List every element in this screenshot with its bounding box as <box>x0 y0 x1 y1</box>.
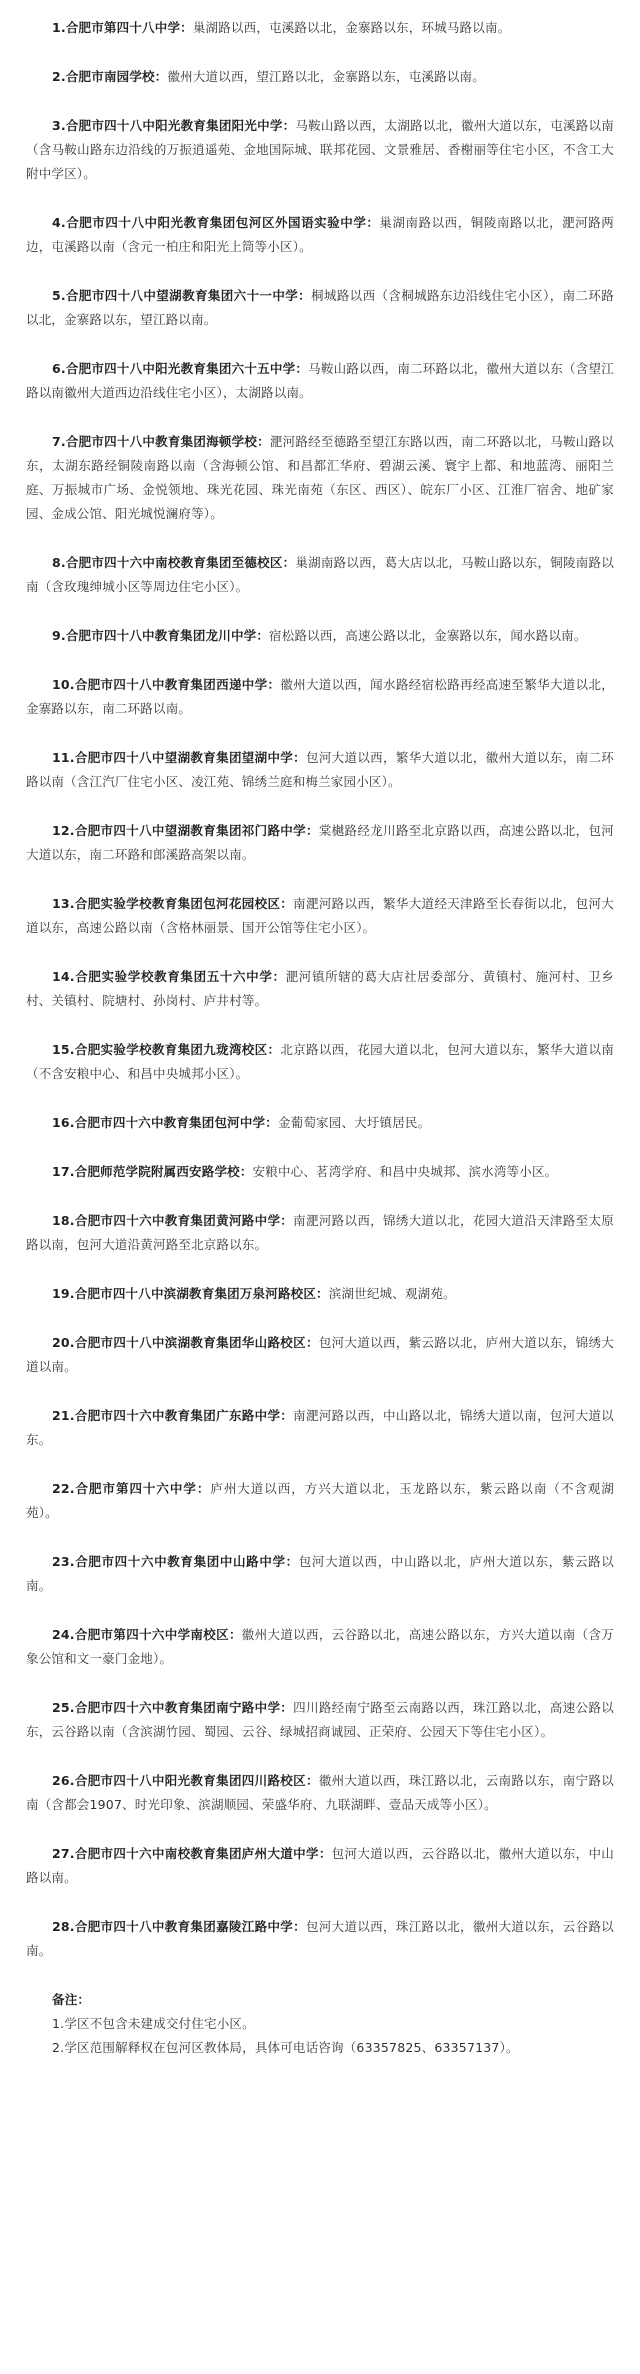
school-name: 23.合肥市四十六中教育集团中山路中学： <box>52 1554 299 1569</box>
notes-title: 备注： <box>52 1992 91 2007</box>
district-entry <box>26 746 614 794</box>
district-boundary: 宿松路以西，高速公路以北，金寨路以东，闻水路以南。 <box>269 628 587 643</box>
district-entry <box>26 1160 614 1184</box>
school-name: 18.合肥市四十六中教育集团黄河路中学： <box>52 1213 294 1228</box>
district-boundary: 南淝河路以西，锦绣大道以北，花园大道沿天津路至太原路以南，包河大道沿黄河路至北京路以东。 <box>26 1213 614 1252</box>
district-entry <box>26 1477 614 1525</box>
district-boundary: 包河大道以西，繁华大道以北，徽州大道以东，南二环路以南（含江汽厂住宅小区、凌江苑、锦绣兰庭和梅兰家园小区）。 <box>26 750 614 789</box>
school-name: 11.合肥市四十八中望湖教育集团望湖中学： <box>52 750 306 765</box>
district-entry <box>26 430 614 526</box>
school-name: 21.合肥市四十六中教育集团广东路中学： <box>52 1408 294 1423</box>
school-name: 19.合肥市四十八中滨湖教育集团万泉河路校区： <box>52 1286 329 1301</box>
district-boundary: 淝河路经至德路至望江东路以西，南二环路以北，马鞍山路以东，太湖东路经铜陵南路以南（含海顿公馆、和昌都汇华府、碧湖云溪、寰宇上都、和地蓝湾、丽阳兰庭、万振城市广场、金悦领地、珠光花园、珠光南苑（东区、西区）、皖东厂小区、江淮厂宿舍、地矿家园、金成公馆、阳光城悦澜府等）。 <box>26 434 614 521</box>
school-name: 16.合肥市四十六中教育集团包河中学： <box>52 1115 278 1130</box>
district-boundary: 徽州大道以西，云谷路以北，高速公路以东，方兴大道以南（含万象公馆和文一豪门金地）。 <box>26 1627 614 1666</box>
district-entry <box>26 892 614 940</box>
district-entry <box>26 1331 614 1379</box>
district-entry <box>26 1038 614 1086</box>
district-boundary: 安粮中心、茗湾学府、和昌中央城邦、滨水湾等小区。 <box>252 1164 558 1179</box>
school-name: 9.合肥市四十八中教育集团龙川中学： <box>52 628 270 643</box>
school-name: 6.合肥市四十八中阳光教育集团六十五中学： <box>52 361 309 376</box>
school-name: 27.合肥市四十六中南校教育集团庐州大道中学： <box>52 1846 332 1861</box>
school-name: 1.合肥市第四十八中学： <box>52 20 193 35</box>
district-boundary: 棠樾路经龙川路至北京路以西，高速公路以北，包河大道以东，南二环路和郎溪路高架以南。 <box>26 823 614 862</box>
school-name: 2.合肥市南园学校： <box>52 69 168 84</box>
school-name: 26.合肥市四十八中阳光教育集团四川路校区： <box>52 1773 319 1788</box>
district-entry <box>26 114 614 186</box>
district-boundary: 包河大道以西，云谷路以北，徽州大道以东，中山路以南。 <box>26 1846 614 1885</box>
note-item: 1.学区不包含未建成交付住宅小区。 <box>52 2016 255 2031</box>
school-name: 20.合肥市四十八中滨湖教育集团华山路校区： <box>52 1335 319 1350</box>
district-boundary: 滨湖世纪城、观湖苑。 <box>328 1286 456 1301</box>
district-entry <box>26 1915 614 1963</box>
school-name: 5.合肥市四十八中望湖教育集团六十一中学： <box>52 288 311 303</box>
district-boundary: 庐州大道以西，方兴大道以北，玉龙路以东，紫云路以南（不含观湖苑）。 <box>26 1481 614 1520</box>
district-boundary: 马鞍山路以西，南二环路以北，徽州大道以东（含望江路以南徽州大道西边沿线住宅小区），太湖路以南。 <box>26 361 614 400</box>
district-entry <box>26 624 614 648</box>
district-entry <box>26 1209 614 1257</box>
district-entry <box>26 551 614 599</box>
school-name: 4.合肥市四十八中阳光教育集团包河区外国语实验中学： <box>52 215 380 230</box>
district-entry <box>26 1842 614 1890</box>
district-entry <box>26 1623 614 1671</box>
district-entry <box>26 673 614 721</box>
district-entry <box>26 1550 614 1598</box>
district-entry <box>26 965 614 1013</box>
district-boundary: 北京路以西，花园大道以北，包河大道以东，繁华大道以南（不含安粮中心、和昌中央城邦小区）。 <box>26 1042 614 1081</box>
school-name: 3.合肥市四十八中阳光教育集团阳光中学： <box>52 118 296 133</box>
district-boundary: 巢湖南路以西，葛大店以北，马鞍山路以东，铜陵南路以南（含玫瑰绅城小区等周边住宅小区）。 <box>26 555 614 594</box>
district-boundary: 淝河镇所辖的葛大店社居委部分、黄镇村、施河村、卫乡村、关镇村、院塘村、孙岗村、庐井村等。 <box>26 969 614 1008</box>
school-name: 10.合肥市四十八中教育集团西递中学： <box>52 677 281 692</box>
school-name: 15.合肥实验学校教育集团九珑湾校区： <box>52 1042 281 1057</box>
district-boundary: 南淝河路以西，繁华大道经天津路至长春街以北，包河大道以东，高速公路以南（含格林丽景、国开公馆等住宅小区）。 <box>26 896 614 935</box>
district-entry <box>26 1696 614 1744</box>
district-boundary: 徽州大道以西，珠江路以北，云南路以东，南宁路以南（含都会1907、时光印象、滨湖顺园、荣盛华府、九联湖畔、壹品天成等小区）。 <box>26 1773 614 1812</box>
district-boundary: 徽州大道以西，闻水路经宿松路再经高速至繁华大道以北，金寨路以东，南二环路以南。 <box>26 677 614 716</box>
school-district-list <box>26 16 614 1963</box>
school-name: 28.合肥市四十八中教育集团嘉陵江路中学： <box>52 1919 306 1934</box>
district-boundary: 巢湖南路以西，铜陵南路以北，淝河路两边，屯溪路以南（含元一柏庄和阳光上筒等小区）。 <box>26 215 614 254</box>
district-boundary: 四川路经南宁路至云南路以西，珠江路以北，高速公路以东，云谷路以南（含滨湖竹园、蜀园、云谷、绿城招商诚园、正荣府、公园天下等住宅小区）。 <box>26 1700 614 1739</box>
school-name: 25.合肥市四十六中教育集团南宁路中学： <box>52 1700 294 1715</box>
district-boundary: 南淝河路以西，中山路以北，锦绣大道以南，包河大道以东。 <box>26 1408 614 1447</box>
district-boundary: 桐城路以西（含桐城路东边沿线住宅小区），南二环路以北，金寨路以东，望江路以南。 <box>26 288 614 327</box>
school-name: 13.合肥实验学校教育集团包河花园校区： <box>52 896 294 911</box>
district-boundary: 包河大道以西，中山路以北，庐州大道以东，紫云路以南。 <box>26 1554 614 1593</box>
district-boundary: 徽州大道以西，望江路以北，金寨路以东，屯溪路以南。 <box>167 69 485 84</box>
district-boundary: 金葡萄家园、大圩镇居民。 <box>277 1115 431 1130</box>
school-name: 14.合肥实验学校教育集团五十六中学： <box>52 969 286 984</box>
district-entry <box>26 16 614 40</box>
note-item: 2.学区范围解释权在包河区教体局，具体可电话咨询（63357825、63357137）。 <box>52 2040 519 2055</box>
school-name: 22.合肥市第四十六中学： <box>52 1481 211 1496</box>
school-name: 8.合肥市四十六中南校教育集团至德校区： <box>52 555 296 570</box>
district-entry <box>26 65 614 89</box>
school-name: 7.合肥市四十八中教育集团海顿学校： <box>52 434 270 449</box>
district-entry <box>26 284 614 332</box>
district-boundary: 巢湖路以西，屯溪路以北，金寨路以东，环城马路以南。 <box>192 20 511 35</box>
district-entry <box>26 1111 614 1135</box>
school-name: 12.合肥市四十八中望湖教育集团祁门路中学： <box>52 823 319 838</box>
school-name: 24.合肥市第四十六中学南校区： <box>52 1627 242 1642</box>
district-entry <box>26 819 614 867</box>
district-boundary: 包河大道以西，珠江路以北，徽州大道以东，云谷路以南。 <box>26 1919 614 1958</box>
district-entry <box>26 211 614 259</box>
district-entry <box>26 1404 614 1452</box>
notes-section <box>26 1988 614 2060</box>
district-entry <box>26 357 614 405</box>
school-name: 17.合肥师范学院附属西安路学校： <box>52 1164 253 1179</box>
district-boundary: 包河大道以西，紫云路以北，庐州大道以东，锦绣大道以南。 <box>26 1335 614 1374</box>
district-entry <box>26 1282 614 1306</box>
district-entry <box>26 1769 614 1817</box>
district-boundary: 马鞍山路以西，太湖路以北，徽州大道以东，屯溪路以南（含马鞍山路东边沿线的万振逍遥苑、金地国际城、联邦花园、文景雅居、香榭丽等住宅小区，不含工大附中学区）。 <box>26 118 614 181</box>
